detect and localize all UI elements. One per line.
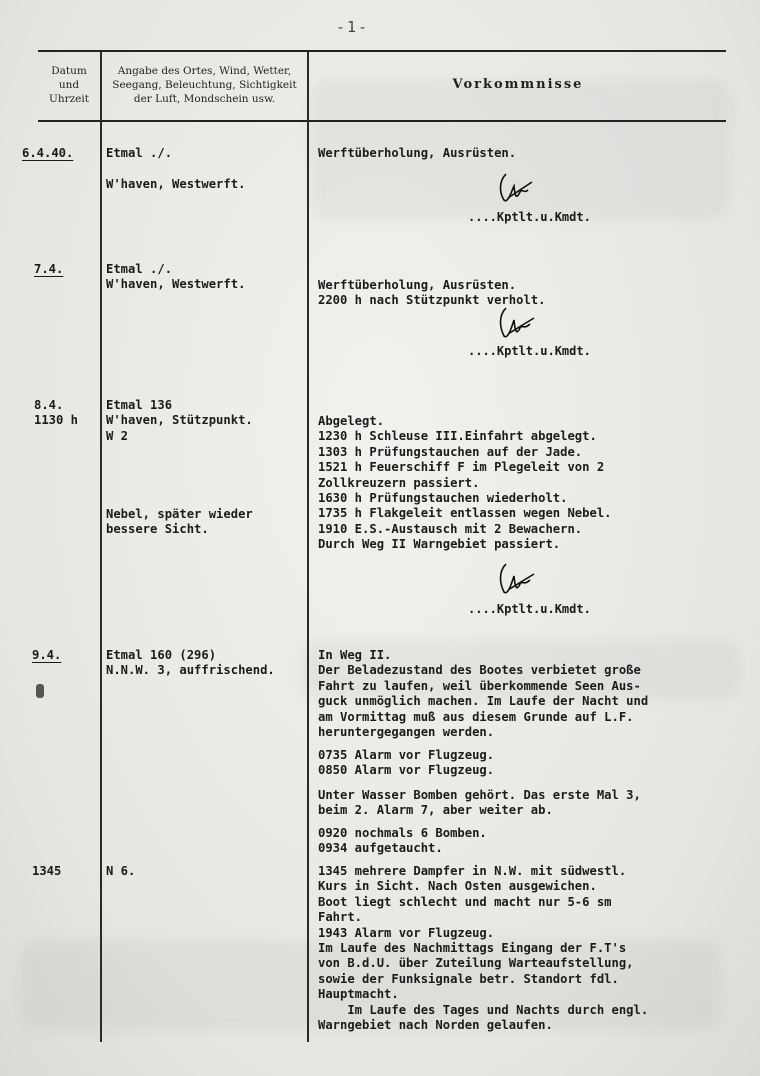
signature-label: ....Kptlt.u.Kmdt. <box>468 344 591 358</box>
entry-weather: Nebel, später wieder bessere Sicht. <box>106 507 253 537</box>
entry-events: 0735 Alarm vor Flugzeug. 0850 Alarm vor Flugzeug. <box>318 748 495 778</box>
margin-mark <box>36 684 44 698</box>
commander-signature <box>468 304 591 358</box>
header-bottom-rule <box>38 120 726 122</box>
entry-events: In Weg II. Der Beladezustand des Bootes verbietet große Fahrt zu laufen, weil überkommende Seen Aus- guck unmöglich machen. Im Laufe der Nacht und am Vormittag muß aus diesem Grunde auf L.F. heruntergegangen werden. <box>318 648 649 740</box>
entry-place: Etmal 160 (296) N.N.W. 3, auffrischend. <box>106 648 275 678</box>
entry-date: 6.4.40. <box>22 146 74 160</box>
header-date-time: Datum und Uhrzeit <box>49 65 89 105</box>
header-events: Vorkommnisse <box>452 77 584 92</box>
entry-place: Etmal ./. W'haven, Westwerft. <box>106 262 246 292</box>
entry-events: 1345 mehrere Dampfer in N.W. mit südwestl. Kurs in Sicht. Nach Osten ausgewichen. Boot liegt schlecht und macht nur 5-6 sm Fahrt. 1943 Alarm vor Flugzeug. Im Laufe des Nachmittags Eingang der F.T's von B.d.U. über Zuteilung Warteaufstellung, sowie der Funksignale betr. Standort fdl. Hauptmacht. Im Laufe des Tages und Nachts durch engl. Warngebiet nach Norden gelaufen. <box>318 864 649 1033</box>
entry-place: Etmal 136 W'haven, Stützpunkt. W 2 <box>106 398 253 443</box>
column-divider-2 <box>307 52 309 1042</box>
entry-time: 1345 <box>32 864 62 878</box>
entry-place: N 6. <box>106 864 136 878</box>
table-top-rule <box>38 50 726 52</box>
entry-events: Abgelegt. 1230 h Schleuse III.Einfahrt abgelegt. 1303 h Prüfungstauchen auf der Jade. 1521 h Feuerschiff F im Plegeleit von 2 Zollkreuzern passiert. 1630 h Prüfungstauchen wiederholt. 1735 h Flakgeleit entlassen wegen Nebel. 1910 E.S.-Austausch mit 2 Bewachern. Durch Weg II Warngebiet passiert. <box>318 414 612 552</box>
entry-events: 0920 nochmals 6 Bomben. 0934 aufgetaucht. <box>318 826 487 856</box>
entry-place: Etmal ./. W'haven, Westwerft. <box>106 146 246 191</box>
column-divider-1 <box>100 52 102 1042</box>
entry-date: 7.4. <box>34 262 64 276</box>
page-number: -1- <box>336 18 370 36</box>
header-location-weather: Angabe des Ortes, Wind, Wetter, Seegang, Beleuchtung, Sichtigkeit der Luft, Mondschein usw. <box>112 65 297 105</box>
signature-label: ....Kptlt.u.Kmdt. <box>468 602 591 616</box>
entry-date: 9.4. <box>32 648 62 662</box>
entry-date: 8.4. 1130 h <box>34 398 79 428</box>
signature-label: ....Kptlt.u.Kmdt. <box>468 210 591 224</box>
entry-events: Werftüberholung, Ausrüsten. <box>318 146 517 160</box>
commander-signature <box>468 170 591 224</box>
entry-events: Unter Wasser Bomben gehört. Das erste Mal 3, beim 2. Alarm 7, aber weiter ab. <box>318 788 641 818</box>
commander-signature <box>468 562 591 616</box>
entry-events: Werftüberholung, Ausrüsten. 2200 h nach Stützpunkt verholt. <box>318 278 546 308</box>
